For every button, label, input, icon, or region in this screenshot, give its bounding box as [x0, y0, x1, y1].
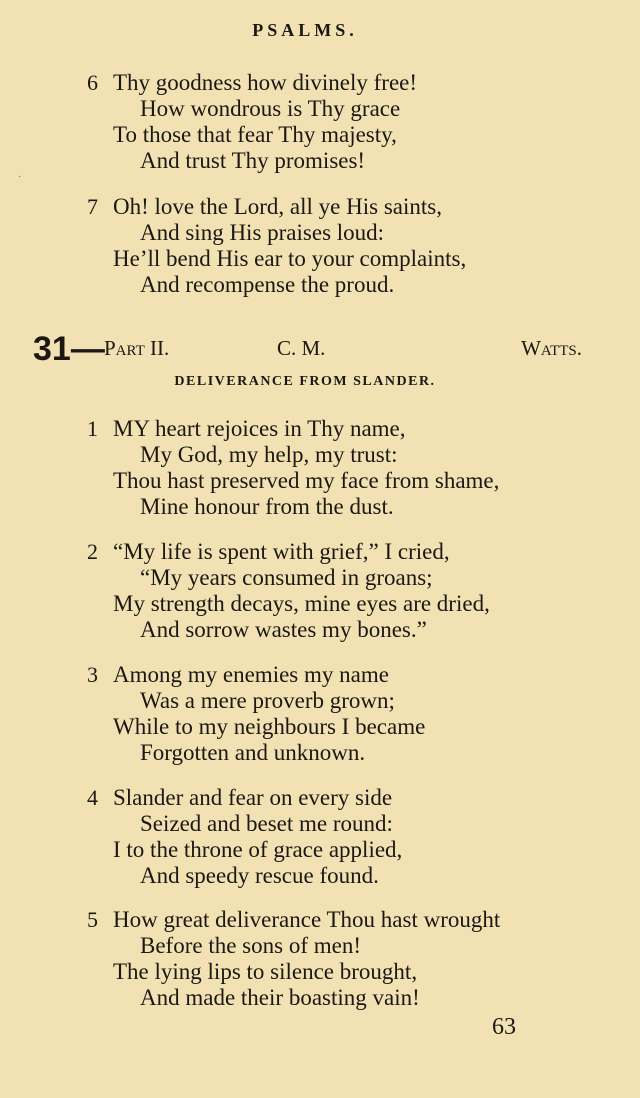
running-title: PSALMS.: [252, 20, 358, 40]
stanza-line: My God, my help, my trust:: [140, 442, 398, 467]
stanza-line: Before the sons of men!: [140, 933, 361, 958]
stanza-number: 2: [87, 539, 98, 564]
stanza-line: Forgotten and unknown.: [140, 740, 366, 765]
stanza-line: And speedy rescue found.: [140, 863, 379, 888]
stanza-line: And sing His praises loud:: [140, 220, 385, 245]
stanza-line: And made their boasting vain!: [140, 985, 420, 1010]
stanza-number: 3: [87, 662, 98, 687]
stanza-line: Oh! love the Lord, all ye His saints,: [113, 194, 442, 219]
stanza-number: 4: [87, 785, 98, 810]
hymn-part: Part II.: [104, 336, 170, 360]
stanza-line: Thou hast preserved my face from shame,: [113, 468, 500, 493]
stanza-line: And recompense the proud.: [140, 272, 395, 297]
stanza-line: Mine honour from the dust.: [140, 494, 394, 519]
hymn-author: Watts.: [521, 336, 582, 360]
stanza-line: The lying lips to silence brought,: [113, 959, 418, 984]
stanza-line: How wondrous is Thy grace: [140, 96, 401, 121]
stanza-line: He’ll bend His ear to your complaints,: [113, 246, 467, 271]
hymn-heading: [0, 330, 640, 366]
hymn-number: 31—: [33, 330, 105, 368]
stanza-line: Thy goodness how divinely free!: [113, 70, 418, 95]
hymn-subtitle: DELIVERANCE FROM SLANDER.: [174, 374, 436, 389]
stanza-line: While to my neighbours I became: [113, 714, 426, 739]
stanza-line: Among my enemies my name: [113, 662, 389, 687]
hymn-meter: C. M.: [277, 336, 326, 360]
stanza-line: And trust Thy promises!: [140, 148, 366, 173]
stanza-line: MY heart rejoices in Thy name,: [113, 416, 406, 441]
stanza-line: Was a mere proverb grown;: [140, 688, 395, 713]
stanza-line: I to the throne of grace applied,: [113, 837, 403, 862]
stanza-line: And sorrow wastes my bones.”: [140, 617, 427, 642]
stanza-line: Seized and beset me round:: [140, 811, 393, 836]
stanza-number: 1: [87, 416, 98, 441]
stanza-line: Slander and fear on every side: [113, 785, 393, 810]
stanza-number: 7: [87, 194, 98, 219]
stanza-number: 6: [87, 70, 98, 95]
stanza-line: To those that fear Thy majesty,: [113, 122, 397, 147]
stanza-line: “My life is spent with grief,” I cried,: [113, 539, 450, 564]
stanza-line: My strength decays, mine eyes are dried,: [113, 591, 490, 616]
stanza-line: “My years consumed in groans;: [140, 565, 433, 590]
stanza-number: 5: [87, 907, 98, 932]
page-number: 63: [492, 1014, 516, 1040]
margin-mark: ·: [18, 172, 22, 183]
stanza-line: How great deliverance Thou hast wrought: [113, 907, 501, 932]
